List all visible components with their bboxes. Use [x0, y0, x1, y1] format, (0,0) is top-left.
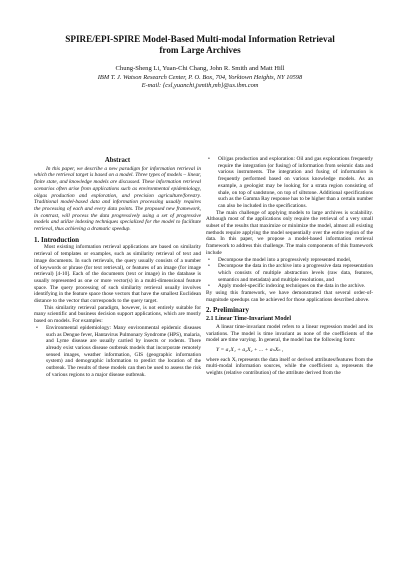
intro-paragraph-1: Most existing information retrieval applications are based on similarity retrieval of templates or examples, such as similarity retrieval of text and image documents. In such retrievals, the query usually consists of a number of keywords or phrase (for text retrieval), or features of an image (for image retrieval) [4-10]. Each of the documents (text or image) in the database is usually represented as one or more vector(s) in a multi-dimensional feature space. The query processing of such similarity retrieval usually involves identifying in the feature space those vectors that have the smallest Euclidean distance to the vector that corresponds to the query target.	[34, 244, 201, 305]
title-line-1: SPIRE/EPI-SPIRE Model-Based Multi-modal Information Retrieval	[65, 34, 335, 44]
abstract-text: In this paper, we describe a new paradigm for information retrieval in which the retrieval target is based on a model. Three types of models – linear, finite state, and knowledge models are discussed. These information retrieval scenarios often arise from applications such as environmental epidemiology, oilgas production and exploration, and precision agriculture/forestry. Traditional model-based data and information processing usually requires the processing of each and every data points. The proposed new framework, in contrast, will process the data progressively using a set of progressive models and utilize indexing techniques specialized for the model to facilitate retrieval, thus achieving a dramatic speedup.	[34, 165, 201, 233]
prelim-paragraph-1: A linear time-invariant model refers to a linear regression model and its variations. The model is time invariant as none of the coefficients of the model are time varying. In general, the model has the following form:	[206, 323, 373, 344]
prelim-paragraph-2: where each Xᵢ represents the data itself or derived attributes/features from the multi-modal information sources, while the coefficient aᵢ represents the weights (relative contribution) of the attribute derived from the	[206, 356, 373, 377]
list-item: • Apply model-specific indexing techniques on the data in the archive.	[206, 283, 373, 290]
intro-paragraph-2: This similarity retrieval paradigm, however, is not entirely suitable for many scientific and business decision support applications, which are mostly based on models. For examples:	[34, 304, 201, 325]
application-list-continued	[206, 156, 373, 210]
prelim-subheading: 2.1 Linear Time-Invariant Model	[206, 316, 292, 323]
email: E-mail: {csl,yuanchi,jsmith,mh}@us.ibm.com	[141, 82, 259, 89]
list-item: • Oil/gas production and exploration: Oil and gas explorations frequently require the integration (or fusing) of information from seismic data and various instruments. The integration and fusing of information is frequently performed based on various knowledge models. As an example, a geologist may be looking for a strata region consisting of shale, on top of sandstone, on top of siltstone. Additional specifications such as the Gamma Ray response has to be higher than a certain number can also be included in the specifications.	[206, 156, 373, 210]
intro-paragraph-3: The main challenge of applying models to large archives is scalability. Although most of the applications only require the retrieval of a very small subset of the results that maximize or minimize the model, almost all existing methods require applying the model sequentially over the entire region of the data. In this paper, we propose a model-based information retrieval framework to address this challenge. The main components of this framework include	[206, 209, 373, 256]
abstract-heading: Abstract	[104, 157, 131, 164]
left-column	[34, 158, 201, 379]
list-item: • Environmental epidemiology: Many environmental epidemic diseases such as Dengue fever, Hantavirus Pulmonary Syndrome (HPS), malaria, and Lyme disease are usually carried by insects or rodents. There already exist various disease outbreak models that incorporate remotely sensed images, weather information, GIS (geographic information system) and demographic information to predict the location of the outbreak. The results of these models can then be used to assess the risk of various regions to a major disease outbreak.	[34, 325, 201, 379]
affiliation: IBM T. J. Watson Research Center, P. O. Box, 704, Yorktown Heights, NY 10598	[97, 74, 303, 81]
list-item: • Decompose the data in the archive into a progressive data representation which consists of multiple abstraction levels (raw data, features, semantics and metadata) and multiple resolutions, and	[206, 263, 373, 283]
authors: Chung-Sheng Li, Yuan-Chi Chang, John R. Smith and Matt Hill	[115, 65, 285, 72]
right-column	[206, 156, 373, 377]
title-line-2: from Large Archives	[159, 45, 241, 55]
intro-paragraph-4: By using this framework, we have demonstrated that several order-of-magnitude speedups can be achieved for those applications described above.	[206, 290, 373, 303]
framework-list	[206, 257, 373, 291]
application-list	[34, 325, 201, 379]
prelim-heading: 2. Preliminary	[206, 306, 250, 315]
paper-title	[20, 34, 380, 56]
linear-model-equation: Y = a₁X₁ + a₂X₂ + ... + aₙXₙ ,	[216, 346, 284, 353]
list-item: • Decompose the model into a progressively represented model,	[206, 257, 373, 264]
intro-heading: 1. Introduction	[34, 235, 79, 244]
